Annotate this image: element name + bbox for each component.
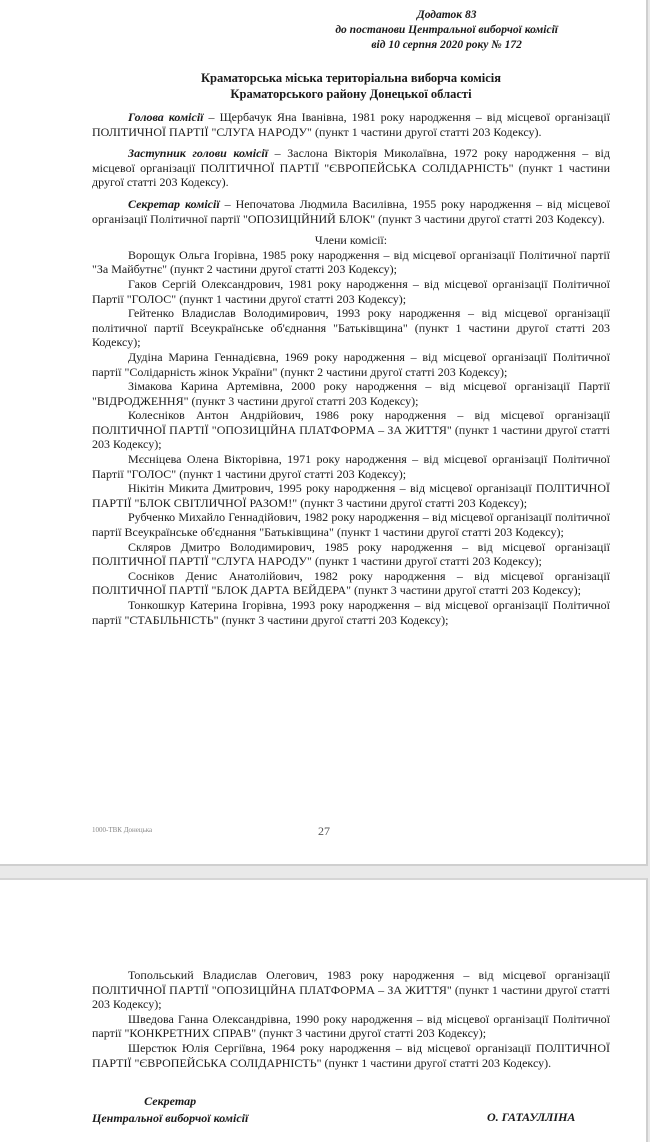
officer-text: – Заслона Вікторія Миколаївна, 1972 року народження – від місцевої організації ПОЛІТИЧНОЇ ПАРТІЇ "ЄВРОПЕЙСЬКА СОЛІДАРНІСТЬ" (пункт 1 частини другої статті 203 Кодексу). (92, 146, 610, 190)
member-entry: Тонкошкур Катерина Ігорівна, 1993 року народження – від місцевої організації Політичної партії "СТАБІЛЬНІСТЬ" (пункт 3 частини другої статті 203 Кодексу); (92, 598, 610, 627)
officer-chair (92, 110, 610, 139)
signature-title (92, 1093, 248, 1127)
member-entry: Гейтенко Владислав Володимирович, 1993 року народження – від місцевої організації політичної партії Всеукраїнське об'єднання "Батьківщина" (пункт 1 частини другої статті 203 Кодексу); (92, 306, 610, 350)
document-title (92, 70, 610, 102)
officer-label: Секретар комісії (128, 196, 220, 211)
officer-secretary (92, 197, 610, 226)
title-line-1: Краматорська міська територіальна виборча комісія (200, 71, 502, 85)
officer-deputy (92, 146, 610, 190)
document-body (92, 110, 610, 627)
member-entry: Зімакова Карина Артемівна, 2000 року народження – від місцевої організації Партії "ВІДРОДЖЕННЯ" (пункт 3 частини другої статті 203 Кодексу); (92, 379, 610, 408)
member-entry: Гаков Сергій Олександрович, 1981 року народження – від місцевої організації Політичної Партії "ГОЛОС" (пункт 1 частини другої статті 203 Кодексу); (92, 276, 610, 306)
officer-text: – Непочатова Людмила Василівна, 1955 року народження – від місцевої організації Політичної партії "ОПОЗИЦІЙНИЙ БЛОК" (пункт 3 частини другої статті 203 Кодексу). (92, 196, 610, 226)
annex-resolution: до постанови Центральної виборчої комісії (335, 24, 558, 36)
members-heading: Члени комісії: (314, 233, 388, 248)
signature-title-line-2: Центральної виборчої комісії (92, 1111, 249, 1125)
member-entry: Сосніков Денис Анатолійович, 1982 року народження – від місцевої організації ПОЛІТИЧНОЇ ПАРТІЇ "БЛОК ДАРТА ВЕЙДЕРА" (пункт 3 частини другої статті 203 Кодексу); (92, 568, 610, 598)
member-entry: Шерстюк Юлія Сергіївна, 1964 року народження – від місцевої організації ПОЛІТИЧНОЇ ПАРТІЇ "ЄВРОПЕЙСЬКА СОЛІДАРНІСТЬ" (пункт 1 частини другої статті 203 Кодексу). (92, 1040, 610, 1070)
member-entry: Нікітін Микита Дмитрович, 1995 року народження – від місцевої організації ПОЛІТИЧНОЇ ПАРТІЇ "БЛОК СВІТЛИЧНОЇ РАЗОМ!" (пункт 3 частини другої статті 203 Кодексу); (92, 481, 610, 510)
officer-label: Заступник голови комісії (128, 146, 269, 161)
member-entry: Топольський Владислав Олегович, 1983 року народження – від місцевої організації ПОЛІТИЧНОЇ ПАРТІЇ "ОПОЗИЦІЙНА ПЛАТФОРМА – ЗА ЖИТТЯ" (пункт 1 частини другої статті 203 Кодексу); (92, 968, 610, 1012)
member-entry: Рубченко Михайло Геннадійович, 1982 року народження – від місцевої організації політичної партії Всеукраїнське об'єднання "Батьківщина" (пункт 1 частини другої статті 203 Кодексу); (92, 510, 610, 540)
annex-header (335, 8, 558, 53)
member-entry: Мєсніцева Олена Вікторівна, 1971 року народження – від місцевої організації Політичної Партії "ГОЛОС" (пункт 1 частини другої статті 203 Кодексу); (92, 452, 610, 481)
member-entry: Колесніков Антон Андрійович, 1986 року народження – від місцевої організації ПОЛІТИЧНОЇ ПАРТІЇ "ОПОЗИЦІЙНА ПЛАТФОРМА – ЗА ЖИТТЯ" (пункт 1 частини другої статті 203 Кодексу); (92, 408, 610, 452)
member-entry: Скляров Дмитро Володимирович, 1985 року народження – від місцевої організації ПОЛІТИЧНОЇ ПАРТІЇ "СЛУГА НАРОДУ" (пункт 1 частини другої статті 203 Кодексу); (92, 539, 610, 569)
signature-title-line-1: Секретар (144, 1094, 197, 1108)
signature-name: О. ГАТАУЛЛІНА (487, 1110, 576, 1124)
document-body-page-2 (92, 968, 610, 1070)
annex-number: Додаток 83 (416, 9, 477, 21)
member-entry: Шведова Ганна Олександрівна, 1990 року народження – від місцевої організації Політичної партії "КОНКРЕТНИХ СПРАВ" (пункт 3 частини другої статті 203 Кодексу); (92, 1011, 610, 1041)
officer-label: Голова комісії (128, 110, 204, 124)
annex-date: від 10 серпня 2020 року № 172 (371, 39, 522, 51)
footer-code: 1000-ТВК Донецька (92, 826, 153, 834)
page-number: 27 (318, 824, 330, 838)
member-entry: Дудіна Марина Геннадієвна, 1969 року народження – від місцевої організації Політичної партії "Солідарність жінок України" (пункт 2 частини другої статті 203 Кодексу); (92, 349, 610, 379)
officer-text: – Щербачук Яна Іванівна, 1981 року народження – від місцевої організації ПОЛІТИЧНОЇ ПАРТІЇ "СЛУГА НАРОДУ" (пункт 1 частини другої статті 203 Кодексу). (92, 110, 610, 139)
member-entry: Ворощук Ольга Ігорівна, 1985 року народження – від місцевої організації Політичної партії "За Майбутнє" (пункт 2 частини другої статті 203 Кодексу); (92, 247, 610, 277)
title-line-2: Краматорського району Донецької області (230, 87, 472, 101)
